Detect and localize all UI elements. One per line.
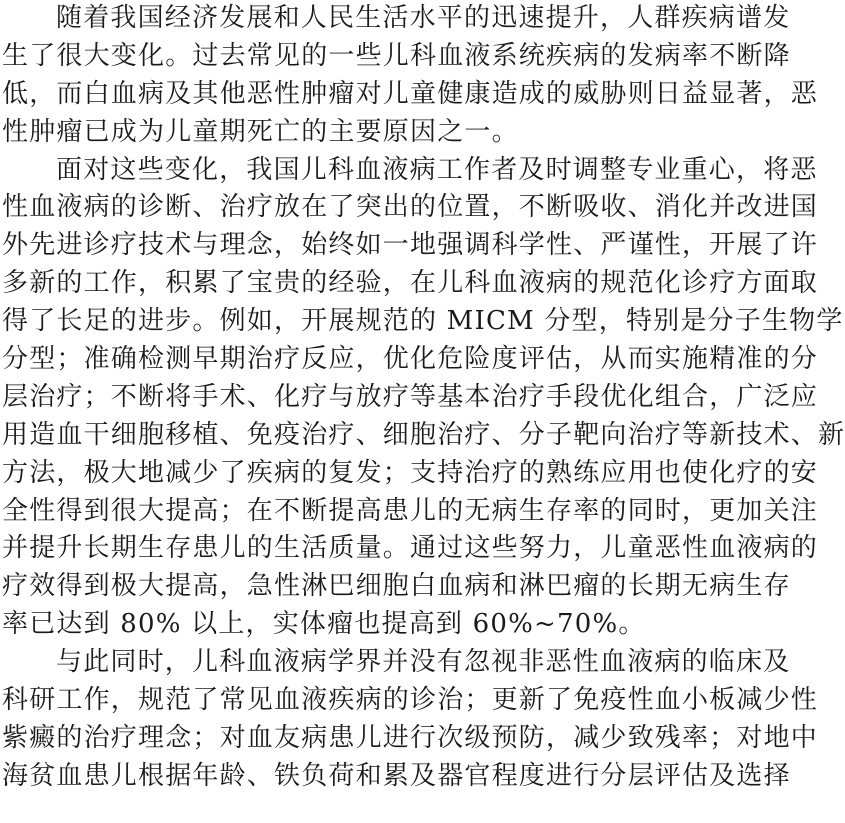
text-line: 用造血干细胞移植、免疫治疗、细胞治疗、分子靶向治疗等新技术、新 — [2, 419, 845, 450]
text-line: 得了长足的进步。例如，开展规范的 MICM 分型，特别是分子生物学 — [2, 306, 844, 337]
text-line: 疗效得到极大提高，急性淋巴细胞白血病和淋巴瘤的长期无病生存 — [2, 571, 791, 602]
text-line: 面对这些变化，我国儿科血液病工作者及时调整专业重心，将恶 — [56, 154, 818, 185]
paragraph-2 — [2, 152, 845, 645]
text-line: 多新的工作，积累了宝贵的经验，在儿科血液病的规范化诊疗方面取 — [2, 268, 819, 299]
text-line: 层治疗；不断将手术、化疗与放疗等基本治疗手段优化组合，广泛应 — [2, 381, 819, 412]
text-line: 海贫血患儿根据年龄、铁负荷和累及器官程度进行分层评估及选择 — [2, 760, 791, 791]
text-line: 科研工作，规范了常见血液疾病的诊治；更新了免疫性血小板减少性 — [2, 685, 819, 716]
text-line: 并提升长期生存患儿的生活质量。通过这些努力，儿童恶性血液病的 — [2, 533, 819, 564]
paragraph-1 — [2, 0, 819, 152]
text-line: 生了很大变化。过去常见的一些儿科血液系统疾病的发病率不断降 — [2, 40, 791, 71]
text-line: 低，而白血病及其他恶性肿瘤对儿童健康造成的威胁则日益显著，恶 — [2, 78, 819, 109]
text-line: 紫癜的治疗理念；对血友病患儿进行次级预防，减少致残率；对地中 — [2, 722, 819, 753]
text-line: 与此同时，儿科血液病学界并没有忽视非恶性血液病的临床及 — [56, 647, 791, 678]
text-line: 方法，极大地减少了疾病的复发；支持治疗的熟练应用也使化疗的安 — [2, 457, 819, 488]
text-line: 分型；准确检测早期治疗反应，优化危险度评估，从而实施精准的分 — [2, 344, 819, 375]
text-line: 性肿瘤已成为儿童期死亡的主要原因之一。 — [2, 116, 519, 147]
text-line: 外先进诊疗技术与理念，始终如一地强调科学性、严谨性，开展了许 — [2, 230, 819, 261]
text-line: 全性得到很大提高；在不断提高患儿的无病生存率的同时，更加关注 — [2, 495, 819, 526]
text-line: 性血液病的诊断、治疗放在了突出的位置，不断吸收、消化并改进国 — [2, 192, 819, 223]
paragraph-3 — [2, 644, 819, 796]
text-line: 随着我国经济发展和人民生活水平的迅速提升，人群疾病谱发 — [56, 3, 791, 33]
text-line: 率已达到 80% 以上，实体瘤也提高到 60%~70%。 — [2, 609, 646, 640]
